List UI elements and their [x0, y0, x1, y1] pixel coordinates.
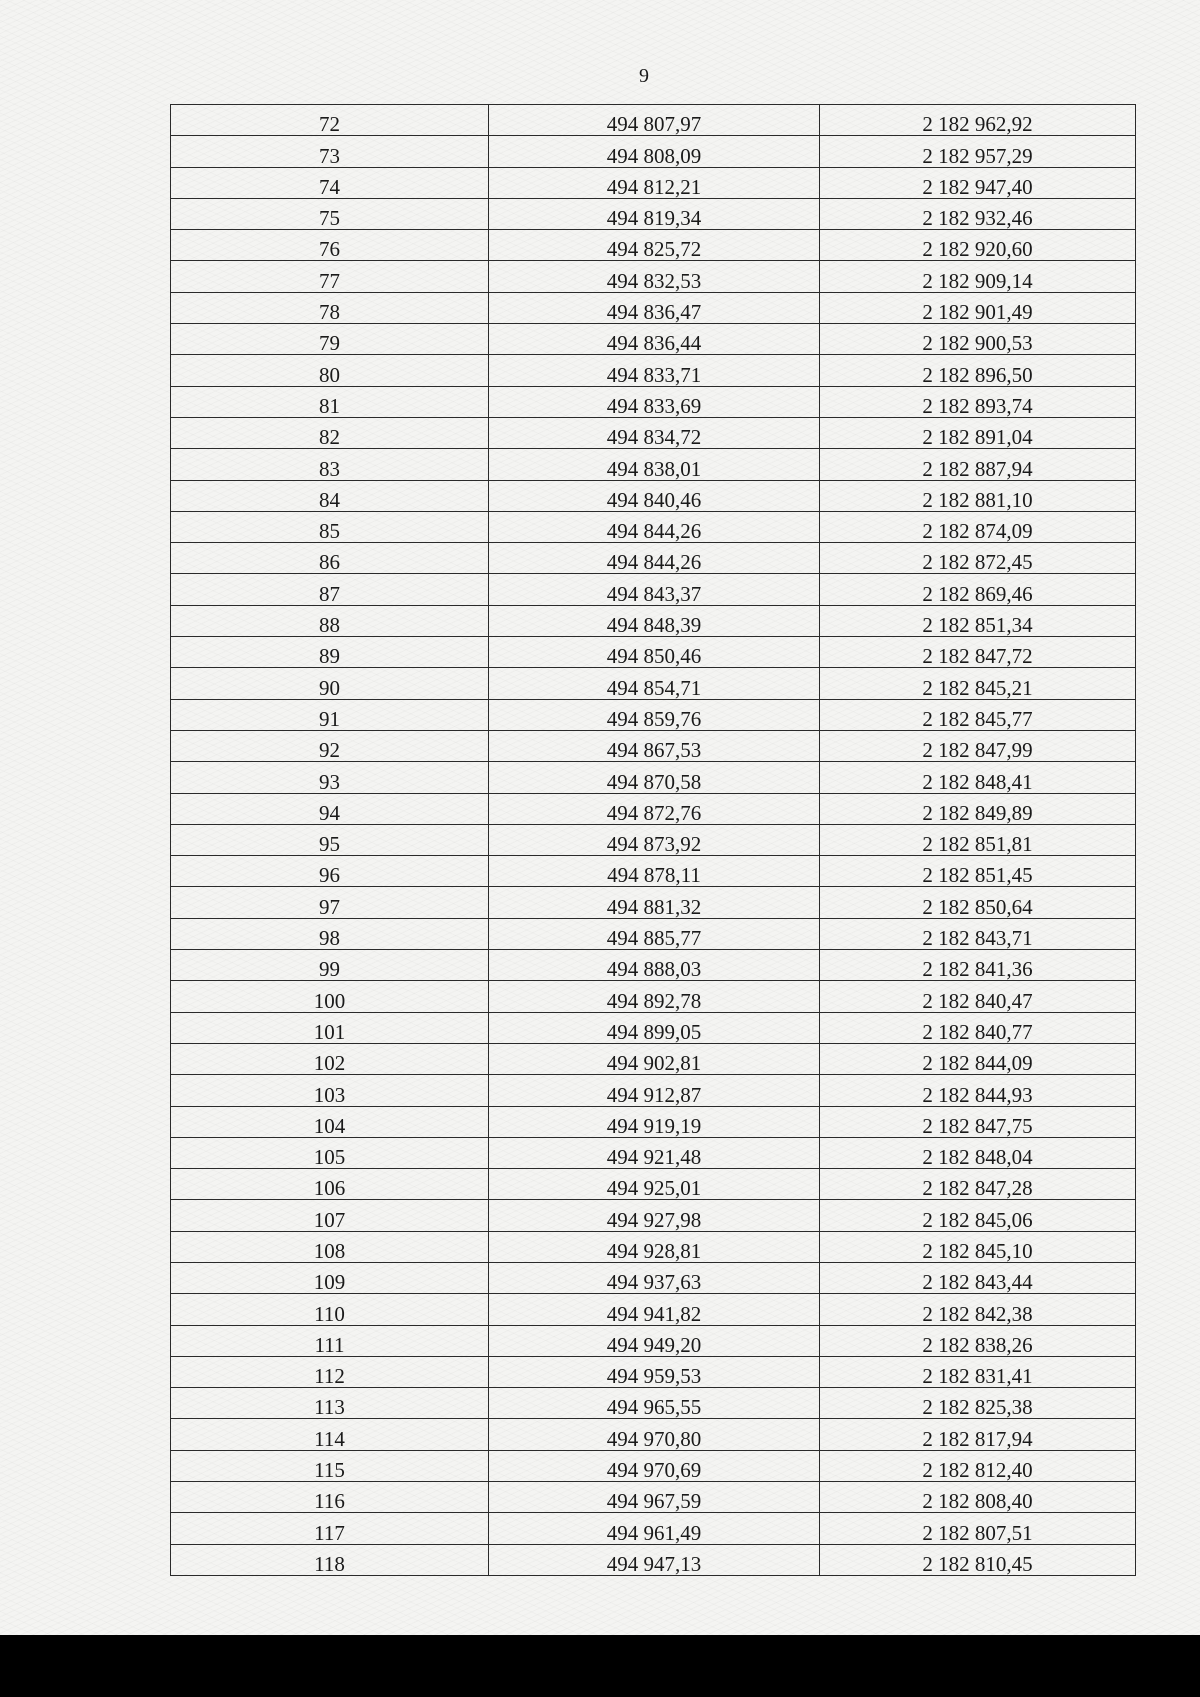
- point-number-cell: 108: [171, 1231, 489, 1262]
- y-coordinate-cell: 2 182 850,64: [820, 887, 1136, 918]
- table-row: [171, 1137, 1136, 1168]
- table-row: [171, 167, 1136, 198]
- x-coordinate-cell: 494 833,71: [489, 355, 820, 386]
- y-coordinate-cell: 2 182 947,40: [820, 167, 1136, 198]
- point-number-cell: 106: [171, 1169, 489, 1200]
- point-number-cell: 118: [171, 1544, 489, 1575]
- y-coordinate-cell: 2 182 887,94: [820, 449, 1136, 480]
- y-coordinate-cell: 2 182 831,41: [820, 1356, 1136, 1387]
- table-row: [171, 918, 1136, 949]
- table-row: [171, 449, 1136, 480]
- x-coordinate-cell: 494 825,72: [489, 230, 820, 261]
- y-coordinate-cell: 2 182 847,75: [820, 1106, 1136, 1137]
- y-coordinate-cell: 2 182 847,99: [820, 730, 1136, 761]
- x-coordinate-cell: 494 844,26: [489, 511, 820, 542]
- y-coordinate-cell: 2 182 844,93: [820, 1075, 1136, 1106]
- y-coordinate-cell: 2 182 872,45: [820, 543, 1136, 574]
- table-row: [171, 1450, 1136, 1481]
- x-coordinate-cell: 494 885,77: [489, 918, 820, 949]
- x-coordinate-cell: 494 854,71: [489, 668, 820, 699]
- table-row: [171, 198, 1136, 229]
- table-row: [171, 1482, 1136, 1513]
- y-coordinate-cell: 2 182 893,74: [820, 386, 1136, 417]
- point-number-cell: 92: [171, 730, 489, 761]
- point-number-cell: 77: [171, 261, 489, 292]
- table-row: [171, 417, 1136, 448]
- table-row: [171, 637, 1136, 668]
- table-row: [171, 324, 1136, 355]
- point-number-cell: 104: [171, 1106, 489, 1137]
- y-coordinate-cell: 2 182 848,41: [820, 762, 1136, 793]
- point-number-cell: 89: [171, 637, 489, 668]
- table-row: [171, 511, 1136, 542]
- point-number-cell: 96: [171, 856, 489, 887]
- y-coordinate-cell: 2 182 851,45: [820, 856, 1136, 887]
- point-number-cell: 78: [171, 292, 489, 323]
- y-coordinate-cell: 2 182 845,06: [820, 1200, 1136, 1231]
- x-coordinate-cell: 494 843,37: [489, 574, 820, 605]
- point-number-cell: 101: [171, 1012, 489, 1043]
- y-coordinate-cell: 2 182 891,04: [820, 417, 1136, 448]
- point-number-cell: 116: [171, 1482, 489, 1513]
- y-coordinate-cell: 2 182 817,94: [820, 1419, 1136, 1450]
- table-row: [171, 1169, 1136, 1200]
- y-coordinate-cell: 2 182 881,10: [820, 480, 1136, 511]
- y-coordinate-cell: 2 182 957,29: [820, 136, 1136, 167]
- x-coordinate-cell: 494 832,53: [489, 261, 820, 292]
- point-number-cell: 83: [171, 449, 489, 480]
- y-coordinate-cell: 2 182 901,49: [820, 292, 1136, 323]
- table-row: [171, 856, 1136, 887]
- point-number-cell: 94: [171, 793, 489, 824]
- y-coordinate-cell: 2 182 920,60: [820, 230, 1136, 261]
- x-coordinate-cell: 494 941,82: [489, 1294, 820, 1325]
- table-row: [171, 230, 1136, 261]
- y-coordinate-cell: 2 182 845,77: [820, 699, 1136, 730]
- point-number-cell: 74: [171, 167, 489, 198]
- point-number-cell: 81: [171, 386, 489, 417]
- y-coordinate-cell: 2 182 896,50: [820, 355, 1136, 386]
- x-coordinate-cell: 494 836,47: [489, 292, 820, 323]
- point-number-cell: 112: [171, 1356, 489, 1387]
- y-coordinate-cell: 2 182 845,21: [820, 668, 1136, 699]
- y-coordinate-cell: 2 182 900,53: [820, 324, 1136, 355]
- point-number-cell: 115: [171, 1450, 489, 1481]
- table-row: [171, 1106, 1136, 1137]
- point-number-cell: 72: [171, 105, 489, 136]
- point-number-cell: 98: [171, 918, 489, 949]
- point-number-cell: 86: [171, 543, 489, 574]
- y-coordinate-cell: 2 182 851,81: [820, 824, 1136, 855]
- table-row: [171, 1294, 1136, 1325]
- table-row: [171, 981, 1136, 1012]
- point-number-cell: 84: [171, 480, 489, 511]
- scan-border-bottom: [0, 1635, 1200, 1697]
- table-row: [171, 1419, 1136, 1450]
- point-number-cell: 105: [171, 1137, 489, 1168]
- x-coordinate-cell: 494 888,03: [489, 950, 820, 981]
- x-coordinate-cell: 494 872,76: [489, 793, 820, 824]
- table-row: [171, 1231, 1136, 1262]
- x-coordinate-cell: 494 850,46: [489, 637, 820, 668]
- y-coordinate-cell: 2 182 841,36: [820, 950, 1136, 981]
- x-coordinate-cell: 494 808,09: [489, 136, 820, 167]
- table-row: [171, 824, 1136, 855]
- x-coordinate-cell: 494 947,13: [489, 1544, 820, 1575]
- point-number-cell: 97: [171, 887, 489, 918]
- table-row: [171, 105, 1136, 136]
- table-row: [171, 793, 1136, 824]
- table-row: [171, 730, 1136, 761]
- table-row: [171, 543, 1136, 574]
- y-coordinate-cell: 2 182 932,46: [820, 198, 1136, 229]
- x-coordinate-cell: 494 970,80: [489, 1419, 820, 1450]
- table-row: [171, 1356, 1136, 1387]
- y-coordinate-cell: 2 182 869,46: [820, 574, 1136, 605]
- point-number-cell: 95: [171, 824, 489, 855]
- point-number-cell: 100: [171, 981, 489, 1012]
- table-row: [171, 1325, 1136, 1356]
- y-coordinate-cell: 2 182 812,40: [820, 1450, 1136, 1481]
- y-coordinate-cell: 2 182 848,04: [820, 1137, 1136, 1168]
- y-coordinate-cell: 2 182 849,89: [820, 793, 1136, 824]
- point-number-cell: 109: [171, 1262, 489, 1293]
- point-number-cell: 85: [171, 511, 489, 542]
- table-row: [171, 1544, 1136, 1575]
- x-coordinate-cell: 494 870,58: [489, 762, 820, 793]
- table-row: [171, 668, 1136, 699]
- x-coordinate-cell: 494 919,19: [489, 1106, 820, 1137]
- x-coordinate-cell: 494 949,20: [489, 1325, 820, 1356]
- table-row: [171, 386, 1136, 417]
- x-coordinate-cell: 494 878,11: [489, 856, 820, 887]
- y-coordinate-cell: 2 182 807,51: [820, 1513, 1136, 1544]
- y-coordinate-cell: 2 182 962,92: [820, 105, 1136, 136]
- x-coordinate-cell: 494 967,59: [489, 1482, 820, 1513]
- page-number: 9: [639, 65, 649, 87]
- x-coordinate-cell: 494 959,53: [489, 1356, 820, 1387]
- y-coordinate-cell: 2 182 843,44: [820, 1262, 1136, 1293]
- y-coordinate-cell: 2 182 847,72: [820, 637, 1136, 668]
- table-row: [171, 574, 1136, 605]
- y-coordinate-cell: 2 182 808,40: [820, 1482, 1136, 1513]
- y-coordinate-cell: 2 182 847,28: [820, 1169, 1136, 1200]
- table-row: [171, 1012, 1136, 1043]
- y-coordinate-cell: 2 182 842,38: [820, 1294, 1136, 1325]
- x-coordinate-cell: 494 961,49: [489, 1513, 820, 1544]
- x-coordinate-cell: 494 902,81: [489, 1043, 820, 1074]
- table-row: [171, 887, 1136, 918]
- x-coordinate-cell: 494 819,34: [489, 198, 820, 229]
- point-number-cell: 102: [171, 1043, 489, 1074]
- y-coordinate-cell: 2 182 844,09: [820, 1043, 1136, 1074]
- x-coordinate-cell: 494 838,01: [489, 449, 820, 480]
- x-coordinate-cell: 494 840,46: [489, 480, 820, 511]
- x-coordinate-cell: 494 807,97: [489, 105, 820, 136]
- table-row: [171, 1513, 1136, 1544]
- x-coordinate-cell: 494 928,81: [489, 1231, 820, 1262]
- table-row: [171, 1200, 1136, 1231]
- x-coordinate-cell: 494 859,76: [489, 699, 820, 730]
- x-coordinate-cell: 494 921,48: [489, 1137, 820, 1168]
- table-row: [171, 1388, 1136, 1419]
- x-coordinate-cell: 494 937,63: [489, 1262, 820, 1293]
- x-coordinate-cell: 494 873,92: [489, 824, 820, 855]
- table-row: [171, 136, 1136, 167]
- point-number-cell: 76: [171, 230, 489, 261]
- point-number-cell: 103: [171, 1075, 489, 1106]
- x-coordinate-cell: 494 970,69: [489, 1450, 820, 1481]
- table-row: [171, 355, 1136, 386]
- point-number-cell: 73: [171, 136, 489, 167]
- x-coordinate-cell: 494 899,05: [489, 1012, 820, 1043]
- x-coordinate-cell: 494 912,87: [489, 1075, 820, 1106]
- y-coordinate-cell: 2 182 810,45: [820, 1544, 1136, 1575]
- point-number-cell: 90: [171, 668, 489, 699]
- y-coordinate-cell: 2 182 874,09: [820, 511, 1136, 542]
- table-row: [171, 1043, 1136, 1074]
- point-number-cell: 88: [171, 605, 489, 636]
- y-coordinate-cell: 2 182 843,71: [820, 918, 1136, 949]
- x-coordinate-cell: 494 881,32: [489, 887, 820, 918]
- x-coordinate-cell: 494 834,72: [489, 417, 820, 448]
- table-row: [171, 1075, 1136, 1106]
- point-number-cell: 111: [171, 1325, 489, 1356]
- point-number-cell: 91: [171, 699, 489, 730]
- point-number-cell: 110: [171, 1294, 489, 1325]
- coordinates-table-body: [171, 105, 1136, 1576]
- table-row: [171, 292, 1136, 323]
- x-coordinate-cell: 494 833,69: [489, 386, 820, 417]
- y-coordinate-cell: 2 182 840,47: [820, 981, 1136, 1012]
- point-number-cell: 107: [171, 1200, 489, 1231]
- point-number-cell: 82: [171, 417, 489, 448]
- x-coordinate-cell: 494 867,53: [489, 730, 820, 761]
- table-row: [171, 1262, 1136, 1293]
- x-coordinate-cell: 494 812,21: [489, 167, 820, 198]
- table-row: [171, 762, 1136, 793]
- coordinates-table: [170, 104, 1136, 1576]
- point-number-cell: 75: [171, 198, 489, 229]
- point-number-cell: 93: [171, 762, 489, 793]
- y-coordinate-cell: 2 182 840,77: [820, 1012, 1136, 1043]
- x-coordinate-cell: 494 848,39: [489, 605, 820, 636]
- x-coordinate-cell: 494 892,78: [489, 981, 820, 1012]
- point-number-cell: 87: [171, 574, 489, 605]
- y-coordinate-cell: 2 182 909,14: [820, 261, 1136, 292]
- table-row: [171, 950, 1136, 981]
- y-coordinate-cell: 2 182 851,34: [820, 605, 1136, 636]
- point-number-cell: 80: [171, 355, 489, 386]
- table-row: [171, 480, 1136, 511]
- x-coordinate-cell: 494 844,26: [489, 543, 820, 574]
- point-number-cell: 117: [171, 1513, 489, 1544]
- x-coordinate-cell: 494 965,55: [489, 1388, 820, 1419]
- x-coordinate-cell: 494 925,01: [489, 1169, 820, 1200]
- point-number-cell: 114: [171, 1419, 489, 1450]
- table-row: [171, 605, 1136, 636]
- y-coordinate-cell: 2 182 838,26: [820, 1325, 1136, 1356]
- y-coordinate-cell: 2 182 825,38: [820, 1388, 1136, 1419]
- point-number-cell: 113: [171, 1388, 489, 1419]
- x-coordinate-cell: 494 836,44: [489, 324, 820, 355]
- y-coordinate-cell: 2 182 845,10: [820, 1231, 1136, 1262]
- point-number-cell: 79: [171, 324, 489, 355]
- point-number-cell: 99: [171, 950, 489, 981]
- table-row: [171, 699, 1136, 730]
- x-coordinate-cell: 494 927,98: [489, 1200, 820, 1231]
- table-row: [171, 261, 1136, 292]
